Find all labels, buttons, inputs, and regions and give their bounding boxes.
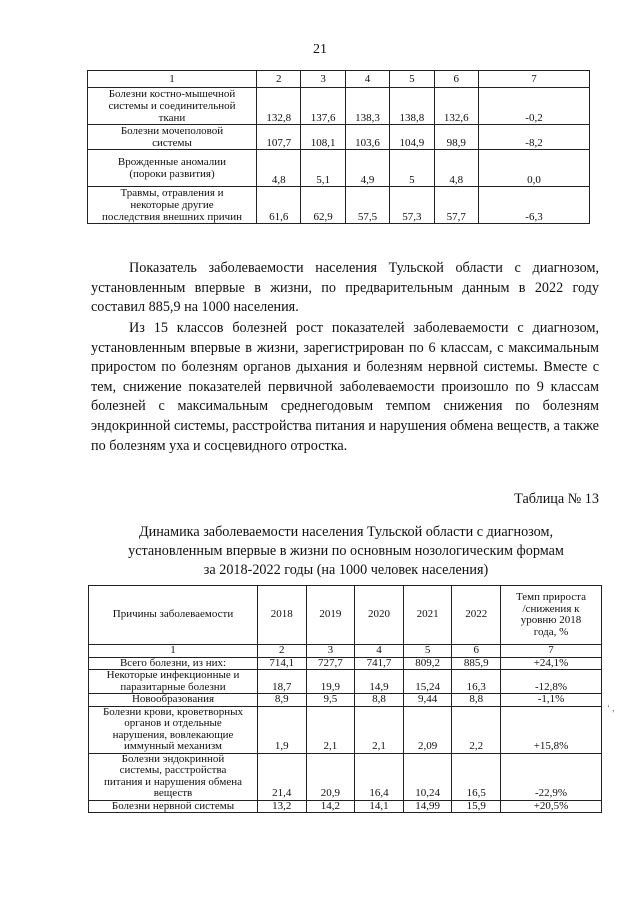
header-cell: 7 <box>479 71 590 88</box>
table-row <box>88 88 590 125</box>
value-cell: 19,9 <box>306 670 355 694</box>
table-row <box>89 657 602 670</box>
rate-cell: -22,9% <box>501 753 602 800</box>
table-row <box>88 187 590 224</box>
table-label: Таблица № 13 <box>514 491 599 507</box>
rate-cell: -12,8% <box>501 670 602 694</box>
value-cell: 9,44 <box>403 694 452 707</box>
rate-cell: +24,1% <box>501 657 602 670</box>
column-number: 2 <box>258 645 307 658</box>
header-cell: 6 <box>434 71 478 88</box>
cause-line: последствия внешних причин <box>102 211 242 223</box>
table-row <box>89 694 602 707</box>
value-cell: 5 <box>390 150 434 187</box>
column-number-row <box>89 645 602 658</box>
table-title <box>60 523 632 580</box>
year-header: 2020 <box>355 586 404 645</box>
cause-cell <box>88 150 257 187</box>
rate-cell: -1,1% <box>501 694 602 707</box>
rate-cell: -8,2 <box>479 125 590 150</box>
column-number: 1 <box>89 645 258 658</box>
cause-line: Травмы, отравления и <box>120 187 224 199</box>
value-cell: 57,5 <box>345 187 389 224</box>
value-cell: 132,6 <box>434 88 478 125</box>
value-cell: 57,7 <box>434 187 478 224</box>
value-cell: 2,1 <box>355 706 404 753</box>
rate-header-line: уровню 2018 <box>520 614 582 626</box>
value-cell: 104,9 <box>390 125 434 150</box>
value-cell: 2,2 <box>452 706 501 753</box>
cause-line: Всего болезни, из них: <box>119 656 227 669</box>
cause-line: (пороки развития) <box>129 168 215 180</box>
value-cell: 4,8 <box>257 150 301 187</box>
rate-header <box>501 586 602 645</box>
value-cell: 9,5 <box>306 694 355 707</box>
paragraph-text: Из 15 классов болезней рост показателей заболеваемости с диагнозом, установленным впервые в жизни, зарегистрирован по 6 классам, с максимальным приростом по болезням органов дыхания и болезням нервной системы. Вместе с тем, снижение показателей первичной заболеваемости произошло по 9 классам болезней с максимальным среднегодовым темпом снижения по болезням эндокринной системы, расстройства питания и нарушения обмена веществ, а также по болезням уха и сосцевидного отростка. <box>91 320 599 454</box>
page-number: 21 <box>313 42 327 57</box>
year-header: 2021 <box>403 586 452 645</box>
cause-cell <box>88 125 257 150</box>
value-cell: 714,1 <box>258 657 307 670</box>
table-header-row <box>88 71 590 88</box>
rate-cell: +20,5% <box>501 800 602 813</box>
value-cell: 4,9 <box>345 150 389 187</box>
cause-line: иммунный механизм <box>124 740 222 752</box>
value-cell: 15,9 <box>452 800 501 813</box>
cause-cell <box>89 670 258 694</box>
title-line: за 2018-2022 годы (на 1000 человек населения) <box>203 562 489 578</box>
cause-header: Причины заболеваемости <box>89 586 258 645</box>
year-header: 2018 <box>258 586 307 645</box>
value-cell: 18,7 <box>258 670 307 694</box>
table-header-row <box>89 586 602 645</box>
value-cell: 21,4 <box>258 753 307 800</box>
cause-line: некоторые другие <box>130 199 214 211</box>
cause-line: органов и отдельные <box>124 717 222 729</box>
cause-line: Врожденные аномалии <box>117 156 227 168</box>
cause-cell <box>89 800 258 813</box>
paragraph-text: Показатель заболеваемости населения Тульской области с диагнозом, установленным впервые в жизни, по предварительным данным в 2022 году составил 885,9 на 1000 населения. <box>91 260 599 316</box>
cause-line: системы, расстройства <box>119 764 227 776</box>
value-cell: 1,9 <box>258 706 307 753</box>
column-number: 7 <box>501 645 602 658</box>
table-row <box>89 800 602 813</box>
title-line: Динамика заболеваемости населения Тульской области с диагнозом, <box>138 524 554 540</box>
cause-line: Болезни мочеполовой <box>120 125 224 137</box>
value-cell: 20,9 <box>306 753 355 800</box>
cause-cell <box>89 706 258 753</box>
table-row <box>89 706 602 753</box>
header-cell: 1 <box>88 71 257 88</box>
value-cell: 16,3 <box>452 670 501 694</box>
cause-line: Болезни эндокринной <box>121 752 225 765</box>
value-cell: 14,9 <box>355 670 404 694</box>
value-cell: 809,2 <box>403 657 452 670</box>
cause-line: паразитарные болезни <box>120 680 226 693</box>
value-cell: 108,1 <box>301 125 345 150</box>
title-line: установленным впервые в жизни по основным нозологическим формам <box>128 543 564 559</box>
cause-cell <box>89 694 258 707</box>
cause-line: Новообразования <box>131 693 215 705</box>
header-cell: 5 <box>390 71 434 88</box>
value-cell: 61,6 <box>257 187 301 224</box>
value-cell: 103,6 <box>345 125 389 150</box>
cause-cell <box>89 753 258 800</box>
table-row <box>89 670 602 694</box>
value-cell: 885,9 <box>452 657 501 670</box>
value-cell: 727,7 <box>306 657 355 670</box>
paragraph-incidence <box>91 259 599 318</box>
value-cell: 2,09 <box>403 706 452 753</box>
value-cell: 8,8 <box>355 694 404 707</box>
value-cell: 138,8 <box>390 88 434 125</box>
value-cell: 2,1 <box>306 706 355 753</box>
value-cell: 741,7 <box>355 657 404 670</box>
value-cell: 16,5 <box>452 753 501 800</box>
rate-header-line: Темп прироста <box>515 591 587 603</box>
table-row <box>88 125 590 150</box>
value-cell: 14,2 <box>306 800 355 813</box>
rate-header-line: /снижения к <box>522 602 580 615</box>
cause-line: Некоторые инфекционные и <box>106 669 240 681</box>
column-number: 4 <box>355 645 404 658</box>
value-cell: 10,24 <box>403 753 452 800</box>
header-cell: 2 <box>257 71 301 88</box>
value-cell: 4,8 <box>434 150 478 187</box>
value-cell: 8,8 <box>452 694 501 707</box>
value-cell: 138,3 <box>345 88 389 125</box>
value-cell: 57,3 <box>390 187 434 224</box>
cause-line: веществ <box>153 787 193 799</box>
value-cell: 137,6 <box>301 88 345 125</box>
header-cell: 4 <box>345 71 389 88</box>
year-header: 2022 <box>452 586 501 645</box>
cause-cell <box>88 88 257 125</box>
value-cell: 132,8 <box>257 88 301 125</box>
value-cell: 5,1 <box>301 150 345 187</box>
cause-cell <box>89 657 258 670</box>
table-row <box>89 753 602 800</box>
value-cell: 16,4 <box>355 753 404 800</box>
value-cell: 98,9 <box>434 125 478 150</box>
value-cell: 62,9 <box>301 187 345 224</box>
rate-cell: +15,8% <box>501 706 602 753</box>
rate-cell: -0,2 <box>479 88 590 125</box>
cause-line: питания и нарушения обмена <box>104 775 242 788</box>
column-number: 6 <box>452 645 501 658</box>
column-number: 5 <box>403 645 452 658</box>
table-continued <box>87 70 590 224</box>
value-cell: 15,24 <box>403 670 452 694</box>
year-header: 2019 <box>306 586 355 645</box>
cause-line: Болезни костно-мышечной <box>108 88 236 100</box>
cause-line: Болезни крови, кроветворных <box>102 705 244 718</box>
value-cell: 14,99 <box>403 800 452 813</box>
value-cell: 13,2 <box>258 800 307 813</box>
cause-line: ткани <box>158 112 186 124</box>
margin-mark: ‘ , <box>607 703 615 713</box>
paragraph-classes <box>91 319 599 456</box>
table-row <box>88 150 590 187</box>
rate-cell: -6,3 <box>479 187 590 224</box>
rate-cell: 0,0 <box>479 150 590 187</box>
value-cell: 8,9 <box>258 694 307 707</box>
cause-line: системы и соединительной <box>108 100 236 112</box>
column-number: 3 <box>306 645 355 658</box>
value-cell: 14,1 <box>355 800 404 813</box>
cause-line: Болезни нервной системы <box>111 799 235 812</box>
rate-header-line: года, % <box>533 625 569 638</box>
cause-cell <box>88 187 257 224</box>
cause-line: системы <box>152 137 192 149</box>
cause-line: нарушения, вовлекающие <box>112 728 234 741</box>
table-13 <box>88 585 602 813</box>
header-cell: 3 <box>301 71 345 88</box>
value-cell: 107,7 <box>257 125 301 150</box>
